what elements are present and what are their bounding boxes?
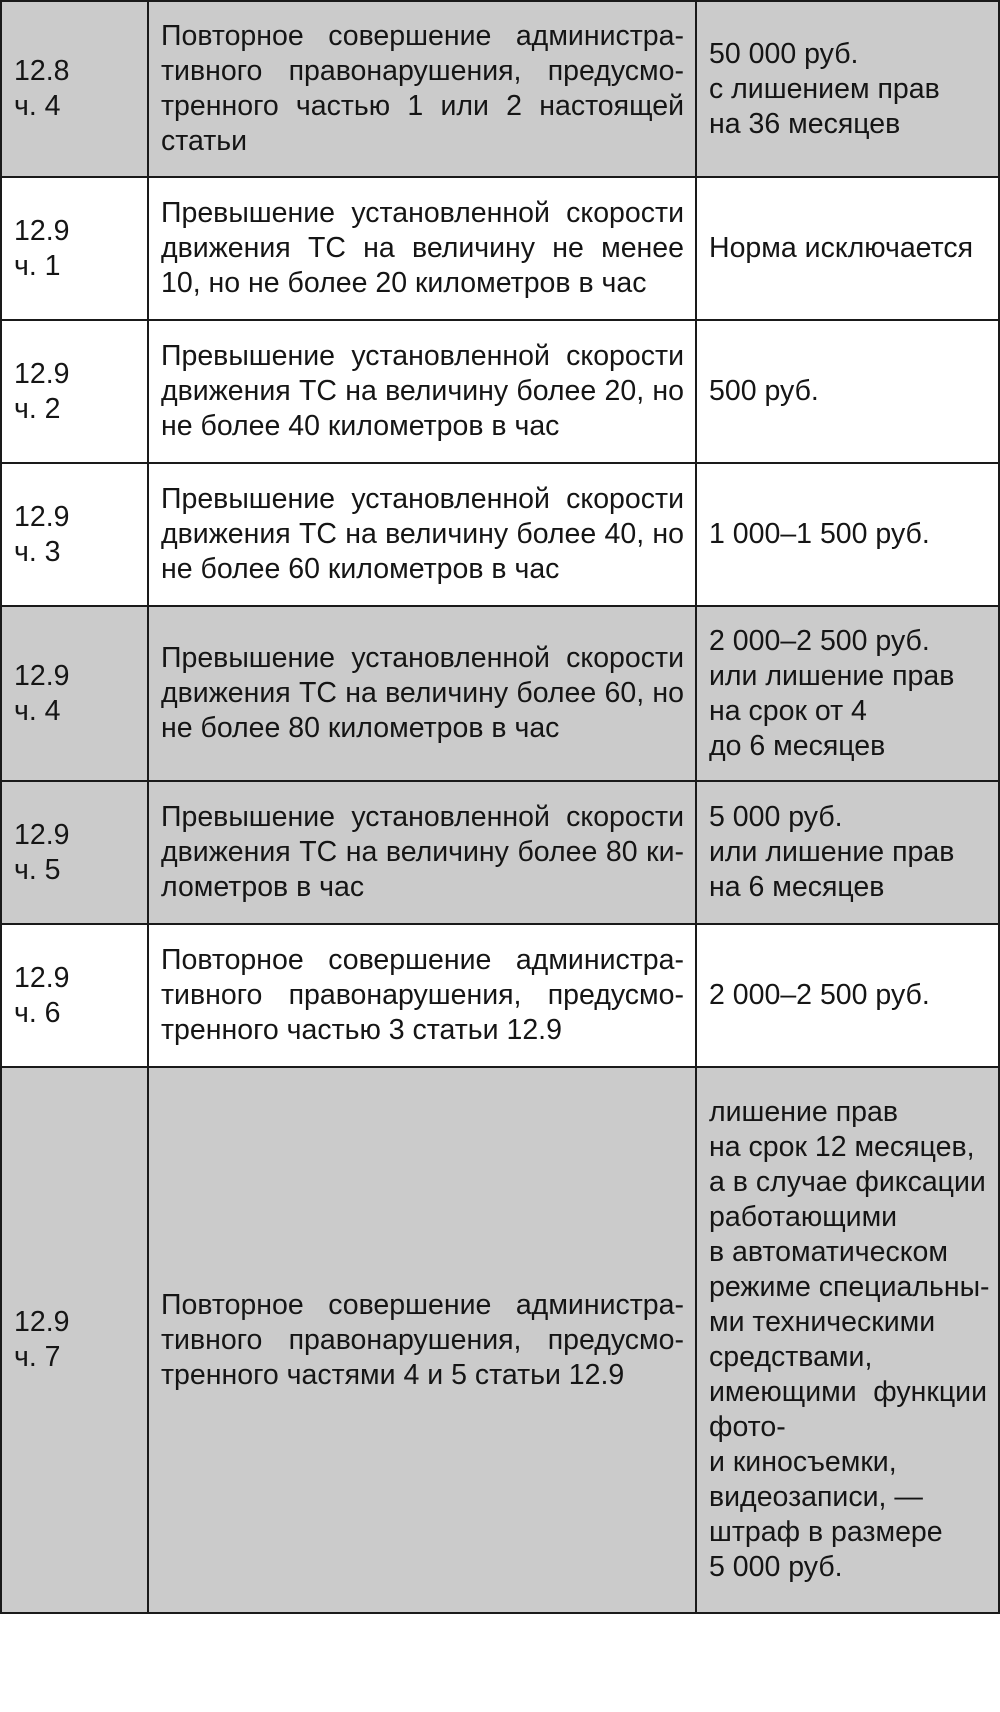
table-row: [1, 1067, 999, 1613]
penalty-line: 2 000–2 500 руб.: [709, 624, 930, 657]
penalty-line: видеозаписи, —: [709, 1481, 923, 1513]
penalty-cell: [696, 1067, 999, 1613]
violation-description: Повторное совершение административного правонарушения, предусмотренного частью 3 статьи 12.9: [148, 924, 696, 1067]
article-part: ч. 5: [14, 853, 61, 886]
article-number: 12.9: [14, 214, 70, 247]
penalty-line: фото-: [709, 1411, 786, 1443]
penalty-line: работающими: [709, 1201, 898, 1233]
article-cell: [1, 1, 148, 177]
penalty-line: средствами,: [709, 1341, 873, 1373]
penalty-line: ми техническими: [709, 1306, 936, 1338]
article-number: 12.8: [14, 55, 70, 87]
article-part: ч. 2: [14, 392, 61, 425]
penalty-line: на срок от 4: [709, 694, 867, 727]
penalty-line: или лишение прав: [709, 836, 955, 868]
table-row: [1, 320, 999, 463]
penalty-line: имеющими функции: [709, 1376, 987, 1408]
penalty-line: или лишение прав: [709, 659, 955, 692]
article-cell: [1, 1067, 148, 1613]
penalty-line: на 36 месяцев: [709, 107, 901, 140]
penalty-cell: [696, 463, 999, 606]
penalty-line: 5 000 руб.: [709, 801, 843, 833]
penalty-line: 500 руб.: [709, 375, 819, 407]
penalty-cell: [696, 606, 999, 781]
article-part: ч. 4: [14, 90, 61, 122]
penalty-line: а в случае фиксации: [709, 1166, 986, 1198]
penalty-line: штраф в размере: [709, 1516, 943, 1548]
article-number: 12.9: [14, 1306, 70, 1338]
penalty-line: 5 000 руб.: [709, 1551, 843, 1583]
article-number: 12.9: [14, 961, 70, 994]
article-cell: [1, 320, 148, 463]
violation-description: Превышение установленной скорости движения ТС на величину более 80 километров в час: [148, 781, 696, 924]
penalty-cell: [696, 924, 999, 1067]
penalty-cell: [696, 177, 999, 320]
table-row: [1, 177, 999, 320]
article-number: 12.9: [14, 818, 70, 851]
article-part: ч. 4: [14, 694, 61, 727]
article-cell: [1, 463, 148, 606]
penalty-line: 1 000–1 500 руб.: [709, 518, 930, 550]
violation-description: Превышение установленной скорости движения ТС на величину более 60, но не более 80 километров в час: [148, 606, 696, 781]
article-number: 12.9: [14, 500, 70, 533]
table-row: [1, 1, 999, 177]
penalty-cell: [696, 781, 999, 924]
penalty-line: до 6 месяцев: [709, 729, 886, 762]
article-number: 12.9: [14, 357, 70, 390]
violation-description: Повторное совершение административного правонарушения, предусмотренного частью 1 или 2 настоящей статьи: [148, 1, 696, 177]
table-row: [1, 924, 999, 1067]
violation-description: Превышение установленной скорости движения ТС на величину более 20, но не более 40 километров в час: [148, 320, 696, 463]
penalty-cell: [696, 320, 999, 463]
article-part: ч. 6: [14, 996, 61, 1029]
article-number: 12.9: [14, 659, 70, 692]
penalty-cell: [696, 1, 999, 177]
penalty-line: в автоматическом: [709, 1236, 948, 1268]
violation-description: Повторное совершение административного правонарушения, предусмотренного частями 4 и 5 статьи 12.9: [148, 1067, 696, 1613]
penalty-line: с лишением прав: [709, 72, 940, 105]
penalty-line: Норма исключается: [709, 232, 974, 264]
penalty-line: на 6 месяцев: [709, 871, 885, 903]
article-part: ч. 3: [14, 535, 61, 568]
article-cell: [1, 781, 148, 924]
penalty-line: на срок 12 месяцев,: [709, 1131, 975, 1163]
penalty-line: и киносъемки,: [709, 1446, 897, 1478]
penalty-line: лишение прав: [709, 1096, 898, 1128]
article-cell: [1, 177, 148, 320]
article-cell: [1, 606, 148, 781]
penalty-line: режиме специальны-: [709, 1271, 990, 1303]
article-part: ч. 7: [14, 1341, 61, 1373]
table-row: [1, 463, 999, 606]
table-row: [1, 781, 999, 924]
table-row: [1, 606, 999, 781]
violation-description: Превышение установленной скорости движения ТС на величину не менее 10, но не более 20 километров в час: [148, 177, 696, 320]
violation-description: Превышение установленной скорости движения ТС на величину более 40, но не более 60 километров в час: [148, 463, 696, 606]
article-part: ч. 1: [14, 249, 61, 282]
penalty-line: 2 000–2 500 руб.: [709, 979, 930, 1011]
penalty-line: 50 000 руб.: [709, 37, 859, 70]
article-cell: [1, 924, 148, 1067]
